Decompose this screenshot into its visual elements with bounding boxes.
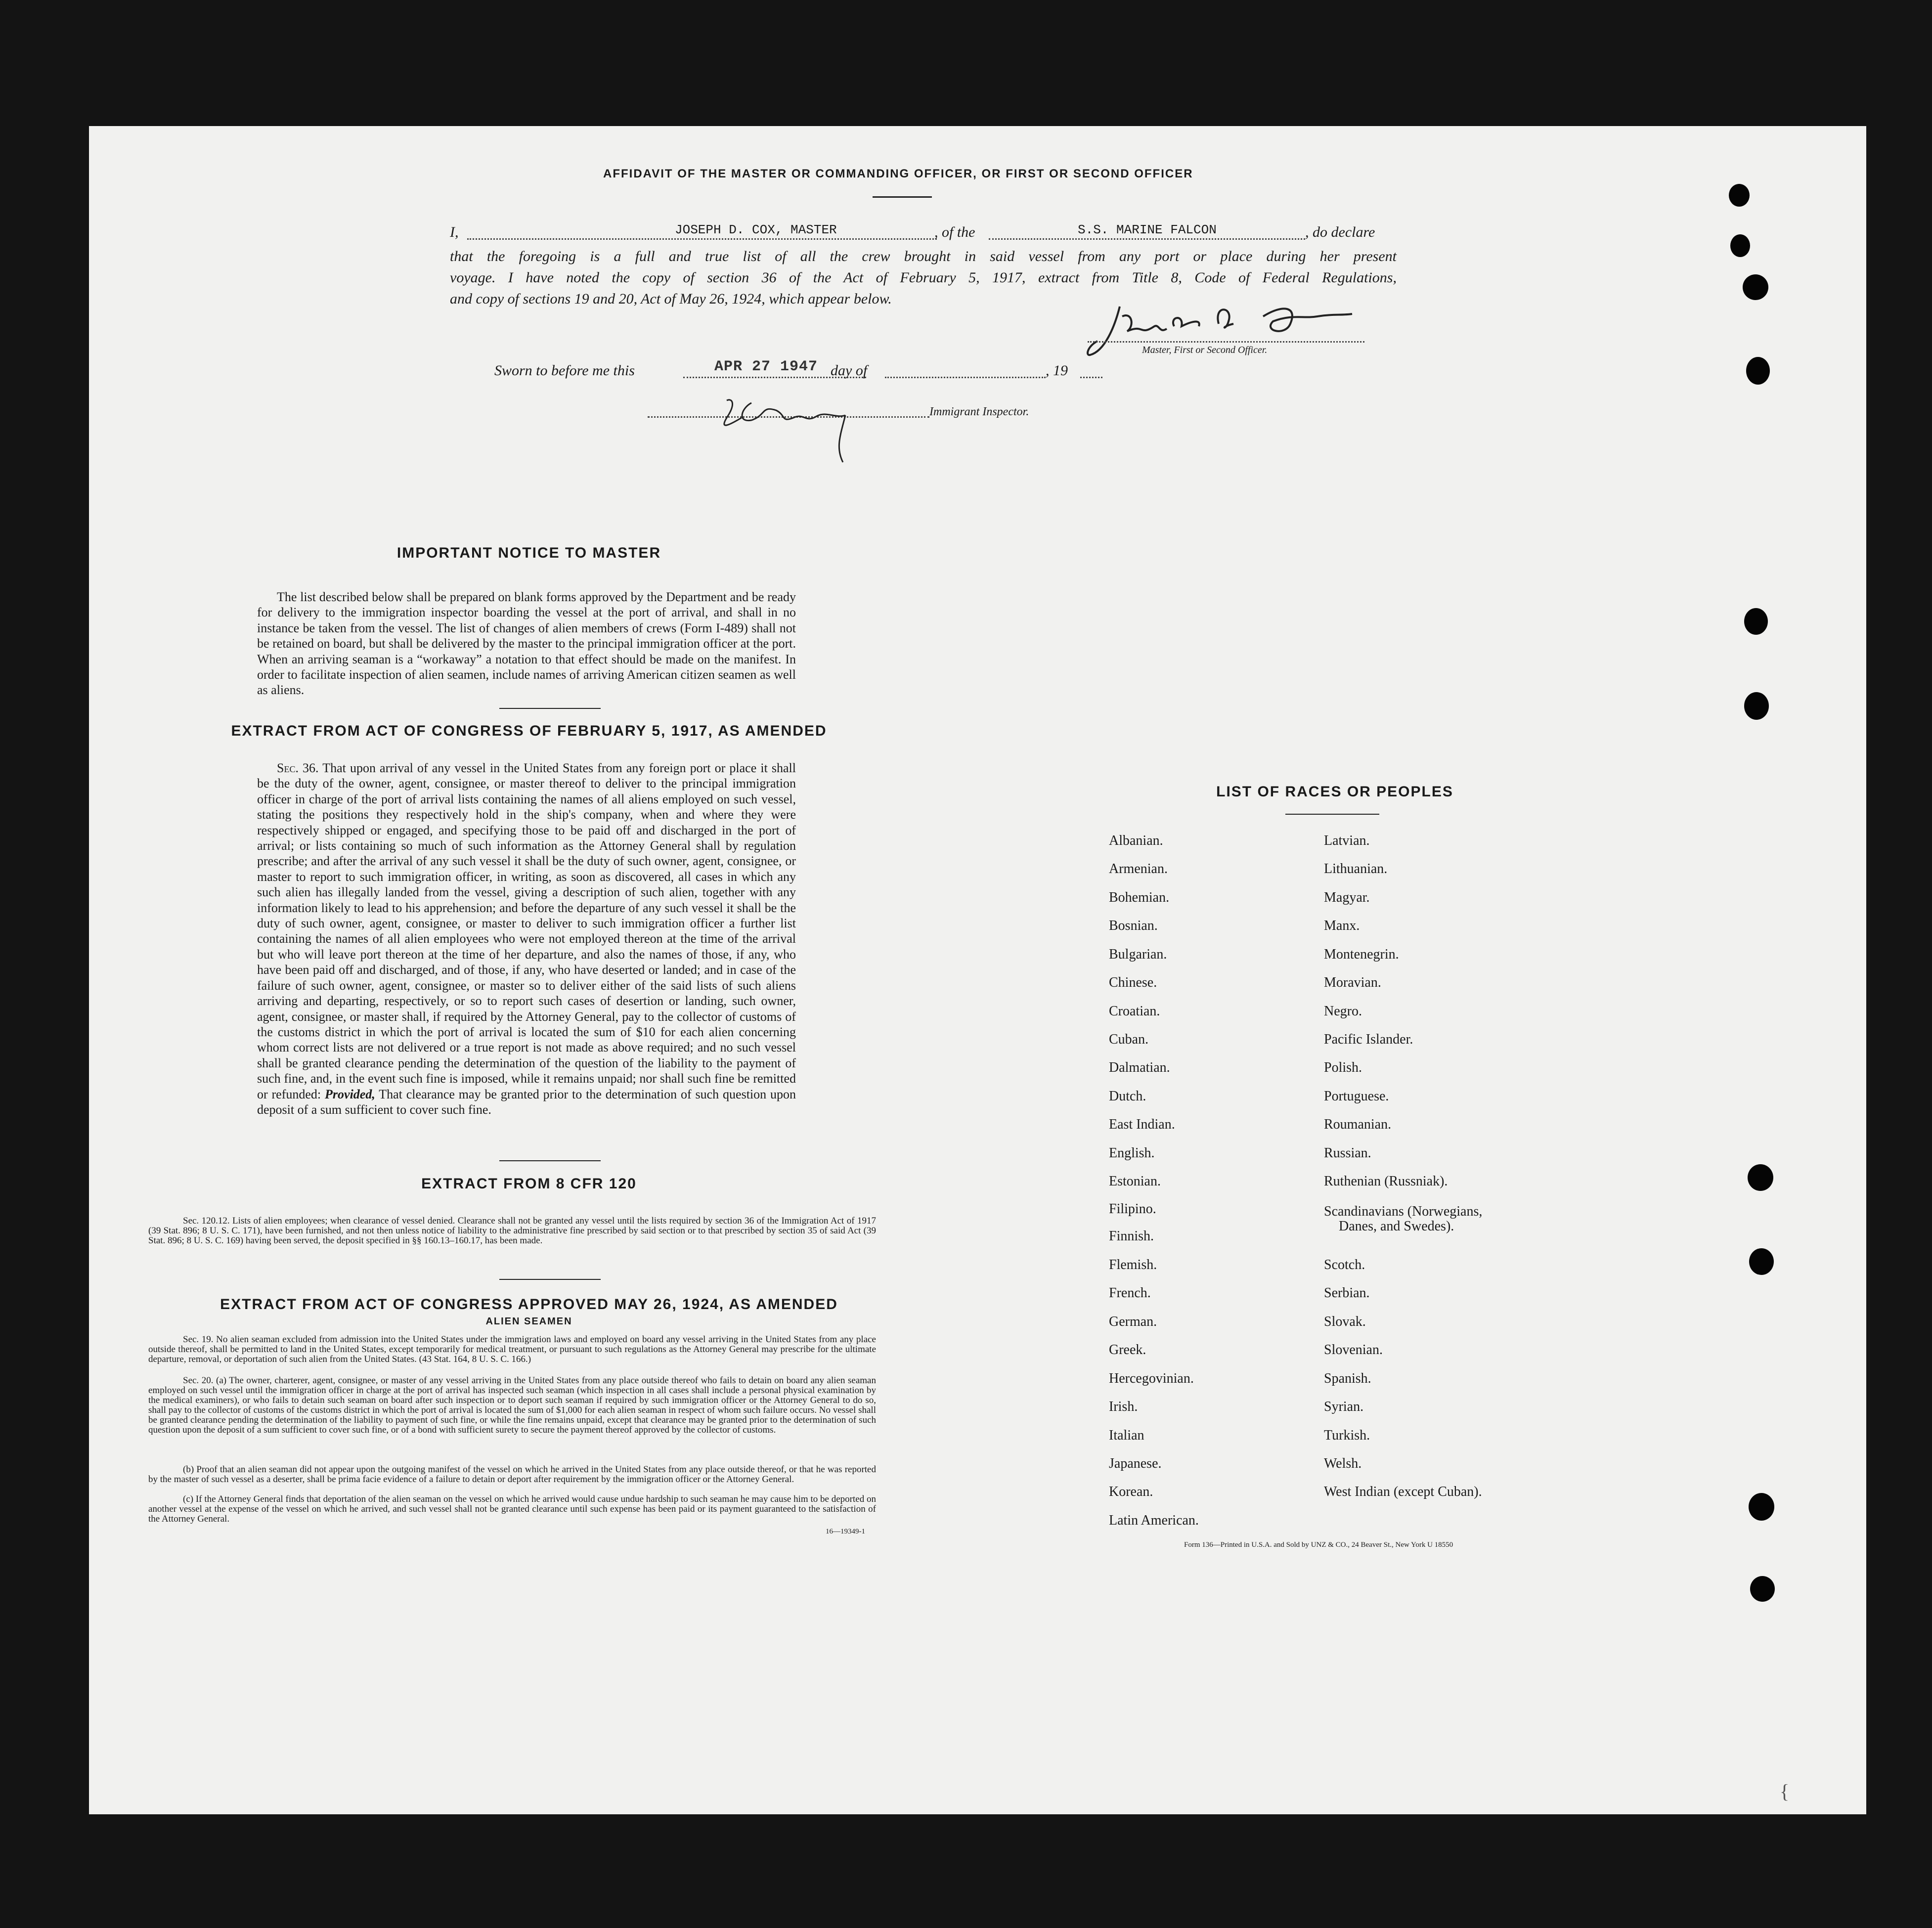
master-name-field: JOSEPH D. COX, MASTER	[675, 222, 837, 237]
race-item: Armenian.	[1109, 861, 1168, 876]
race-item: Welsh.	[1324, 1456, 1362, 1471]
month-blank	[885, 377, 1046, 378]
extract-1924-subtitle: ALIEN SEAMEN	[485, 1316, 572, 1327]
declaration-line-2: that the foregoing is a full and true list of all the crew brought in said vessel from any port or place during her present	[450, 248, 1397, 264]
race-item: Lithuanian.	[1324, 861, 1388, 876]
declaration-i: I,	[450, 224, 459, 240]
race-item: Turkish.	[1324, 1428, 1370, 1443]
race-item: West Indian (except Cuban).	[1324, 1484, 1482, 1499]
race-item: Syrian.	[1324, 1399, 1364, 1414]
year-blank	[1080, 377, 1102, 378]
race-item: Montenegrin.	[1324, 947, 1399, 962]
sec-36-text-end: That clearance may be granted prior to the determination of such question upon deposit of a sum sufficient to cover such fine.	[257, 1087, 796, 1117]
year-label: , 19	[1046, 362, 1068, 379]
race-item: Latin American.	[1109, 1513, 1199, 1528]
affidavit-title: AFFIDAVIT OF THE MASTER OR COMMANDING OFFICER, OR FIRST OR SECOND OFFICER	[603, 167, 1193, 180]
race-item: Korean.	[1109, 1484, 1153, 1499]
race-item: Roumanian.	[1324, 1117, 1392, 1132]
extract-cfr-body: Sec. 120.12. Lists of alien employees; when clearance of vessel denied. Clearance shall not be granted any vessel until the lists required by section 36 of the Immigration Act of 1917 (39 Stat. 896; 8 U. S. C. 171), have been furnished, and not then unless notice of liability to the administrative fine prescribed by said section or to that prescribed by section 35 of said Act (39 Stat. 896; 8 U. S. C. 169) having been served, the deposit specified in §§ 160.13–160.17, has been made.	[148, 1216, 876, 1246]
race-item: Serbian.	[1324, 1285, 1370, 1301]
race-item: Filipino.	[1109, 1201, 1156, 1217]
race-item: Finnish.	[1109, 1228, 1154, 1244]
extract-1924-title: EXTRACT FROM ACT OF CONGRESS APPROVED MAY 26, 1924, AS AMENDED	[220, 1296, 838, 1313]
date-stamp: APR 27 1947	[714, 358, 818, 375]
race-item: Greek.	[1109, 1342, 1146, 1358]
race-item: Hercegovinian.	[1109, 1371, 1194, 1386]
declaration-line-3: voyage. I have noted the copy of section 36 of the Act of February 5, 1917, extract from Title 8, Code of Federal Regulations,	[450, 269, 1397, 286]
punch-hole	[1730, 234, 1750, 257]
punch-hole	[1744, 608, 1768, 635]
race-item: German.	[1109, 1314, 1157, 1329]
races-title-rule	[1285, 814, 1379, 815]
punch-hole	[1750, 1576, 1775, 1602]
race-item: East Indian.	[1109, 1117, 1175, 1132]
race-item: Slovenian.	[1324, 1342, 1383, 1358]
sec-20c-text: (c) If the Attorney General finds that deportation of the alien seaman on the vessel on which he arrived would cause undue hardship to such seaman he may cause him to be deported on another vessel at the expense of the vessel on which he arrived, and such vessel shall not be granted clearance until such expense has been paid or its payment guaranteed to the satisfaction of the Attorney General.	[148, 1494, 876, 1524]
declaration-line-4: and copy of sections 19 and 20, Act of May 26, 1924, which appear below.	[450, 291, 892, 307]
master-signature	[1085, 297, 1367, 371]
extract-cfr-title: EXTRACT FROM 8 CFR 120	[421, 1176, 637, 1192]
sec-36-label: Sec. 36.	[277, 761, 319, 775]
race-item: Scandinavians (Norwegians,	[1324, 1204, 1483, 1219]
race-item: Ruthenian (Russniak).	[1324, 1174, 1448, 1189]
race-item: Cuban.	[1109, 1032, 1149, 1047]
race-item: Bohemian.	[1109, 890, 1170, 905]
race-item: French.	[1109, 1285, 1151, 1301]
race-item: Bosnian.	[1109, 918, 1158, 933]
day-of-label: day of	[831, 362, 868, 379]
sec-36-text: That upon arrival of any vessel in the United States from any foreign port or place it shall be the duty of the owner, agent, consignee, or master thereof to deliver to the principal immigration officer in charge of the port of arrival lists containing the names of all aliens employed on such vessel, stating the positions they respectively hold in the ship's company, when and where they were respectively shipped or engaged, and specifying those to be paid off and discharged in the port of arrival; or lists containing so much of such information as the Attorney General shall by regulation prescribe; and after the arrival of any such vessel it shall be the duty of such owner, agent, consignee, or master to report to such immigration officer, in writing, as soon as discovered, all cases in which any such alien has illegally landed from the vessel, giving a description of such alien, together with any information likely to lead to his apprehension; and before the departure of any such vessel it shall be the duty of such owner, agent, consignee, or master to deliver to such immigration officer a further list containing the names of all alien employees who were not employed thereon at the time of the arrival but who will leave port thereon at the time of her departure, and also the names of those, if any, who have been paid off and discharged, and of those, if any, who have deserted or landed; and in case of the failure of such owner, agent, consignee, or master so to deliver either of the said lists of such aliens arriving and departing, respectively, or so to report such cases of desertion or landing, such owner, agent, consignee, or master shall, if required by the Attorney General, pay to the collector of customs of the customs district in which the port of arrival is located the sum of $10 for each alien concerning whom correct lists are not delivered or a true report is not made as above required; and no such vessel shall be granted clearance pending the determination of the question of the liability to the payment of such fine, and, in the event such fine is imposed, while it remains unpaid; nor shall such fine be remitted or refunded:	[257, 761, 796, 1101]
name-blank	[467, 238, 937, 240]
inspector-signature	[712, 388, 875, 467]
race-item: Irish.	[1109, 1399, 1138, 1414]
punch-hole	[1749, 1248, 1774, 1275]
signature-caption: Master, First or Second Officer.	[1142, 345, 1268, 355]
race-item: Italian	[1109, 1428, 1144, 1443]
race-item: Estonian.	[1109, 1174, 1161, 1189]
race-item: Croatian.	[1109, 1004, 1160, 1019]
punch-hole	[1729, 184, 1750, 207]
notice-body: The list described below shall be prepared on blank forms approved by the Department and be ready for delivery to the immigration inspector boarding the vessel at the port of arrival, and shall in no instance be taken from the vessel. The list of changes of alien members of crews (Form I-489) shall not be retained on board, but shall be delivered by the master to the principal immigration officer at the port. When an arriving seaman is a “workaway” a notation to that effect should be made on the manifest. In order to facilitate inspection of alien seamen, include names of arriving American citizen seamen as well as aliens.	[257, 590, 796, 698]
race-item: Scotch.	[1324, 1257, 1365, 1272]
race-item: Negro.	[1324, 1004, 1362, 1019]
sec-20b-text: (b) Proof that an alien seaman did not appear upon the outgoing manifest of the vessel on which he arrived in the United States from any place outside thereof, or that he was reported by the master of such vessel as a deserter, shall be prima facie evidence of a failure to detain or deport after requirement by the immigration officer or the Attorney General.	[148, 1464, 876, 1485]
declaration-line-1	[450, 224, 459, 241]
punch-hole	[1743, 274, 1768, 300]
race-item: English.	[1109, 1145, 1155, 1161]
do-declare-label: , do declare	[1305, 224, 1375, 240]
punch-hole	[1744, 692, 1769, 720]
race-item: Flemish.	[1109, 1257, 1157, 1272]
race-item: Slovak.	[1324, 1314, 1366, 1329]
title-rule	[873, 196, 932, 198]
race-item: Portuguese.	[1324, 1089, 1389, 1104]
sec-19-text: Sec. 19. No alien seaman excluded from admission into the United States under the immigration laws and employed on board any vessel arriving in the United States from any place outside thereof, shall be permitted to land in the United States, except temporarily for medical treatment, or pursuant to such regulations as the Attorney General may prescribe for the ultimate departure, removal, or deportation of such alien from the United States. (43 Stat. 164, 8 U. S. C. 166.)	[148, 1334, 876, 1364]
section-rule	[499, 708, 601, 709]
race-item: Japanese.	[1109, 1456, 1162, 1471]
race-item: Latvian.	[1324, 833, 1370, 848]
race-item: Spanish.	[1324, 1371, 1371, 1386]
race-item: Dutch.	[1109, 1089, 1146, 1104]
extract-1917-title: EXTRACT FROM ACT OF CONGRESS OF FEBRUARY 5, 1917, AS AMENDED	[231, 723, 827, 739]
race-item: Pacific Islander.	[1324, 1032, 1413, 1047]
extract-1917-body	[257, 760, 796, 1117]
race-item: Chinese.	[1109, 975, 1157, 990]
section-rule	[499, 1279, 601, 1280]
sec-20a-text: Sec. 20. (a) The owner, charterer, agent, consignee, or master of any vessel arriving in the United States from any place outside thereof who fails to detain on board any alien seaman employed on such vessel until the immigration officer in charge at the port of arrival has inspected such seaman (which inspection in all cases shall include a personal physical examination by the medical examiners), or who fails to detain such seaman on board after such inspection or to deport such seaman if required by such immigration officer or the Attorney General to do so, shall pay to the collector of customs of the customs district in which the port of arrival is located the sum of $1,000 for each alien seaman in respect of whom such failure occurs. No vessel shall be granted clearance pending the determination of the liability to payment of such fine, or while the fine remains unpaid, except that clearance may be granted prior to the determination of such question upon the deposit of a sum sufficient to cover such fine, or of a bond with sufficient surety to secure the payment thereof approved by the collector of customs.	[148, 1375, 876, 1435]
punch-hole	[1746, 357, 1770, 385]
punch-hole	[1748, 1164, 1773, 1191]
race-item: Danes, and Swedes).	[1339, 1219, 1454, 1234]
signature-line	[1088, 341, 1364, 343]
section-rule	[499, 1160, 601, 1161]
inspector-caption: Immigrant Inspector.	[929, 405, 1029, 418]
race-item: Russian.	[1324, 1145, 1371, 1161]
vessel-name-field: S.S. MARINE FALCON	[1078, 222, 1217, 237]
race-item: Albanian.	[1109, 833, 1163, 848]
races-title: LIST OF RACES OR PEOPLES	[1216, 784, 1453, 800]
race-item: Manx.	[1324, 918, 1360, 933]
of-the-label: , of the	[934, 224, 975, 240]
notice-title: IMPORTANT NOTICE TO MASTER	[396, 545, 661, 561]
sworn-label: Sworn to before me this	[494, 362, 635, 379]
edge-mark: {	[1780, 1780, 1790, 1802]
vessel-blank	[989, 238, 1305, 240]
punch-hole	[1749, 1493, 1774, 1521]
form-code: 16—19349-1	[826, 1528, 865, 1535]
race-item: Dalmatian.	[1109, 1060, 1170, 1075]
provided-label: Provided,	[325, 1087, 375, 1101]
race-item: Magyar.	[1324, 890, 1370, 905]
race-item: Polish.	[1324, 1060, 1362, 1075]
form-printer-note: Form 136—Printed in U.S.A. and Sold by UNZ & CO., 24 Beaver St., New York U 18550	[1184, 1541, 1453, 1549]
race-item: Moravian.	[1324, 975, 1381, 990]
race-item: Bulgarian.	[1109, 947, 1167, 962]
